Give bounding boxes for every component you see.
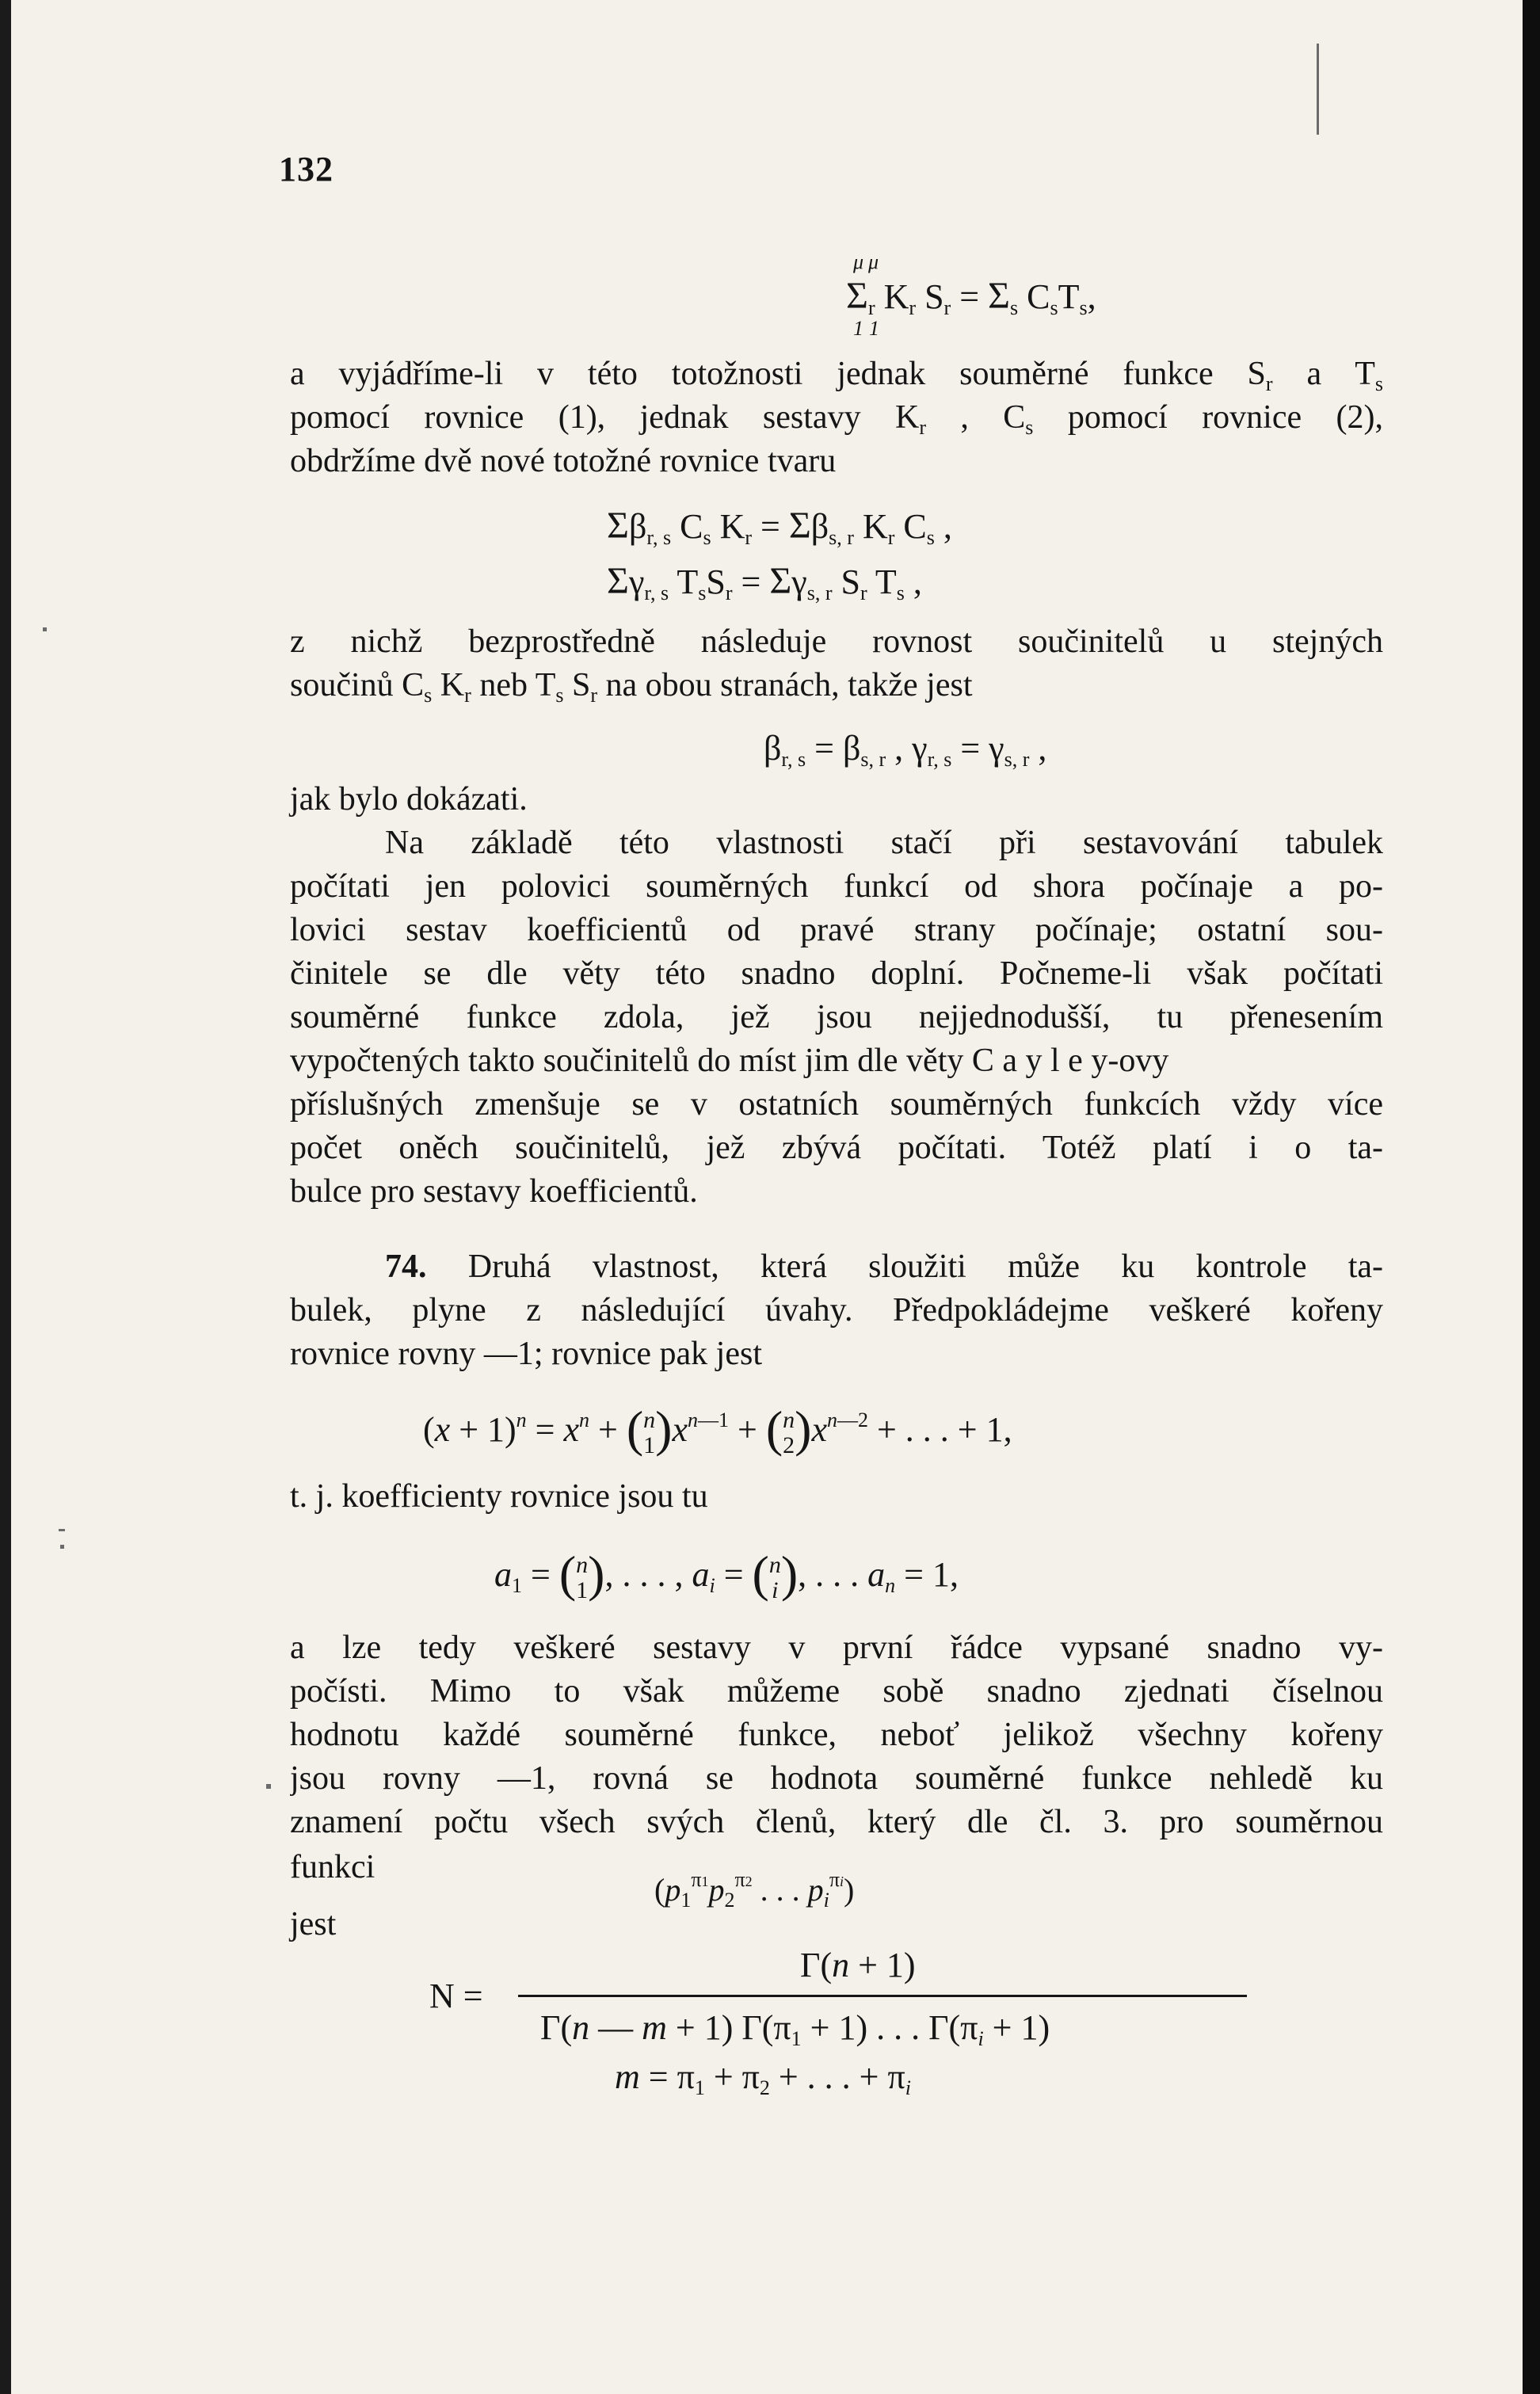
eq-N-numerator: Γ(n + 1) (800, 1946, 916, 1984)
para1-line-3: obdržíme dvě nové totožné rovnice tvaru (290, 443, 837, 479)
scan-speck (43, 627, 47, 631)
para4-line-1 (290, 1245, 1383, 1289)
para3-line-5: činitele se dle věty této snadno doplní. Počneme-li však počítati (290, 955, 1383, 992)
para2-line-2: součinů $C_s$ $K_r$ neb $T_s$ $S_r$ na obou stranách, takže jest (290, 667, 973, 707)
para4-line-2: bulek, plyne z následující úvahy. Předpokládejme veškeré kořeny (290, 1292, 1383, 1329)
para6-line-5: znamení počtu všech svých členů, který dle čl. 3. pro souměrnou (290, 1804, 1383, 1840)
para5-line-1: t. j. koefficienty rovnice jsou tu (290, 1478, 708, 1515)
book-page: 132 μ 1 μ 1 $\Sigma_r$ $K_r$ $S_r = \Sigma_s$ $C_sT_s$, a vyjádříme-li v této totožnosti jednak souměrné funkce $S_r$ a $T_s$ pomocí rovnice (1), jednak sestavy $K_r$ , $C_s$ pomocí rovnice (2), obdržíme dvě nové totožné rovnice tvaru $\Sigma\beta_{r, s}$ $C_s$ $K_r = \Sigma\beta_{s, r}$ $K_r$ $C_s$ , $\Sigma\gamma_{r, s}$ $T_sS_r = \Sigma\gamma_{s, r}$ $S_r$ $T_s$ , z nichž bezprostředně následuje rovnost součinitelů u stejných součinů $C_s$ $K_r$ neb $T_s$ $S_r$ na obou stranách, takže jest $\beta_{r, s} = \beta_{s, r}$ , $\gamma_{r, s} = \gamma_{s, r}$ , jak bylo dokázati. Na základě této vlastnosti stačí při sestavování tabulek počítati jen polovici souměrných funkcí od shora počínaje a po- lovici sestav koefficientů od pravé strany počínaje; ostatní sou- činitele se dle věty této snadno doplní. Počneme-li však počítati souměrné funkce zdola, jež jsou nejjednodušší, tu přenesením vypočtených takto součinitelů do míst jim dle věty C a y l e y-ovy příslušných zmenšuje se v ostatních souměrných funkcích vždy více počet oněch součinitelů, jež zbývá počítati. Totéž platí i o ta- bulce pro sestavy koefficientů. 74. Druhá vlastnost, která sloužiti může ku kontrole ta- bulek, plyne z následující úvahy. Předpokládejme veškeré kořeny rovnice rovny —1; rovnice pak jest $(x + 1)^n = x^n + (n$ $1)x^{n—1} + (n$ $2)x^{n—2}$ + . . . + 1, t. j. koefficienty rovnice jsou tu $a_1 = (n$ 1), . . . , $a_i = (n$ i), . . . $a_n = 1$, a lze tedy veškeré sestavy v první řádce vypsané snadno vy- počísti. Mimo to však můžeme sobě snadno zjednati číselnou hodnotu každé souměrné funkce, neboť jelikož všechny kořeny jsou rovny —1, rovná se hodnota souměrné funkce nehledě ku znamení počtu všech svých členů, který dle čl. 3. pro souměrnou funkci jest ($p_1^{\pi 1}p_2^{\pi 2}$ . . . $p_i^{\pi i}$) N = Γ(n + 1) Γ(n — m + 1) $\Gamma(\pi_1 + 1)$ . . . $\Gamma(\pi_i + 1)$ $m = \pi_1 + \pi_2$ + . . . + $\pi_i$ (11, 0, 1523, 2394)
para6-line-6: funkci (290, 1849, 375, 1885)
eq-coefficients: $a_1 = (n$ 1), . . . , $a_i = (n$ i), . . . $a_n = 1$, (494, 1546, 959, 1603)
para6-line-2: počísti. Mimo to však můžeme sobě snadno zjednati číselnou (290, 1673, 1383, 1710)
para3-line-10: bulce pro sestavy koefficientů. (290, 1173, 698, 1210)
para3-line-1: jak bylo dokázati. (290, 781, 528, 818)
para3-line-7-text: vypočtených takto součinitelů do míst jim dle věty (290, 1043, 964, 1079)
para3-line-6: souměrné funkce zdola, jež jsou nejjednodušší, tu přenesením (290, 999, 1383, 1035)
page-number: 132 (279, 150, 334, 189)
eq-function: ($p_1^{\pi 1}p_2^{\pi 2}$ . . . $p_i^{\pi i}$) (654, 1868, 855, 1912)
section-number: 74. (385, 1248, 427, 1285)
para6-line-4: jsou rovny —1, rovná se hodnota souměrné funkce nehledě ku (290, 1760, 1383, 1797)
fraction-bar (518, 1995, 1247, 1997)
para6-line-1: a lze tedy veškeré sestavy v první řádce vypsané snadno vy- (290, 1630, 1383, 1666)
cayley-name: C a y l e y (971, 1043, 1108, 1079)
para3-line-4: lovici sestav koefficientů od pravé strany počínaje; ostatní sou- (290, 912, 1383, 948)
cayley-suffix: -ovy (1107, 1043, 1169, 1079)
page-edge-shadow (1523, 0, 1540, 2394)
scan-speck (59, 1529, 65, 1531)
scan-speck (60, 1545, 64, 1549)
para3-line-8: příslušných zmenšuje se v ostatních souměrných funkcích vždy více (290, 1086, 1383, 1123)
eq-N-lhs: N = (429, 1977, 483, 2015)
para4-line-1-text: Druhá vlastnost, která sloužiti může ku kontrole ta- (467, 1248, 1383, 1285)
scan-mark (1317, 44, 1319, 135)
para6-line-3: hodnotu každé souměrné funkce, neboť jelikož všechny kořeny (290, 1717, 1383, 1753)
para4-line-3: rovnice rovny —1; rovnice pak jest (290, 1336, 762, 1372)
eq-N-denominator: Γ(n — m + 1) $\Gamma(\pi_1 + 1)$ . . . $\Gamma(\pi_i + 1)$ (540, 2008, 1050, 2050)
para1-line-1: a vyjádříme-li v této totožnosti jednak souměrné funkce $S_r$ a $T_s$ (290, 356, 1383, 395)
para3-line-2: Na základě této vlastnosti stačí při sestavování tabulek (385, 825, 1383, 861)
eq-beta: $\Sigma\beta_{r, s}$ $C_s$ $K_r = \Sigma\beta_{s, r}$ $K_r$ $C_s$ , (607, 505, 952, 549)
para3-line-7 (290, 1039, 1383, 1083)
para6-line-7: jest (290, 1906, 337, 1942)
para3-line-9: počet oněch součinitelů, jež zbývá počítati. Totéž platí i o ta- (290, 1130, 1383, 1166)
para3-line-3: počítati jen polovici souměrných funkcí od shora počínaje a po- (290, 868, 1383, 905)
eq-result: $\beta_{r, s} = \beta_{s, r}$ , $\gamma_{r, s} = \gamma_{s, r}$ , (764, 729, 1047, 771)
para2-line-1: z nichž bezprostředně následuje rovnost součinitelů u stejných (290, 623, 1383, 660)
eq-binomial: $(x + 1)^n = x^n + (n$ $1)x^{n—1} + (n$ $2)x^{n—2}$ + . . . + 1, (423, 1401, 1012, 1458)
para1-line-2: pomocí rovnice (1), jednak sestavy $K_r$ , $C_s$ pomocí rovnice (2), (290, 399, 1383, 439)
eq-N-condition: $m = \pi_1 + \pi_2$ + . . . + $\pi_i$ (615, 2057, 911, 2099)
eq-gamma: $\Sigma\gamma_{r, s}$ $T_sS_r = \Sigma\gamma_{s, r}$ $S_r$ $T_s$ , (607, 560, 922, 604)
scan-speck (266, 1784, 271, 1789)
